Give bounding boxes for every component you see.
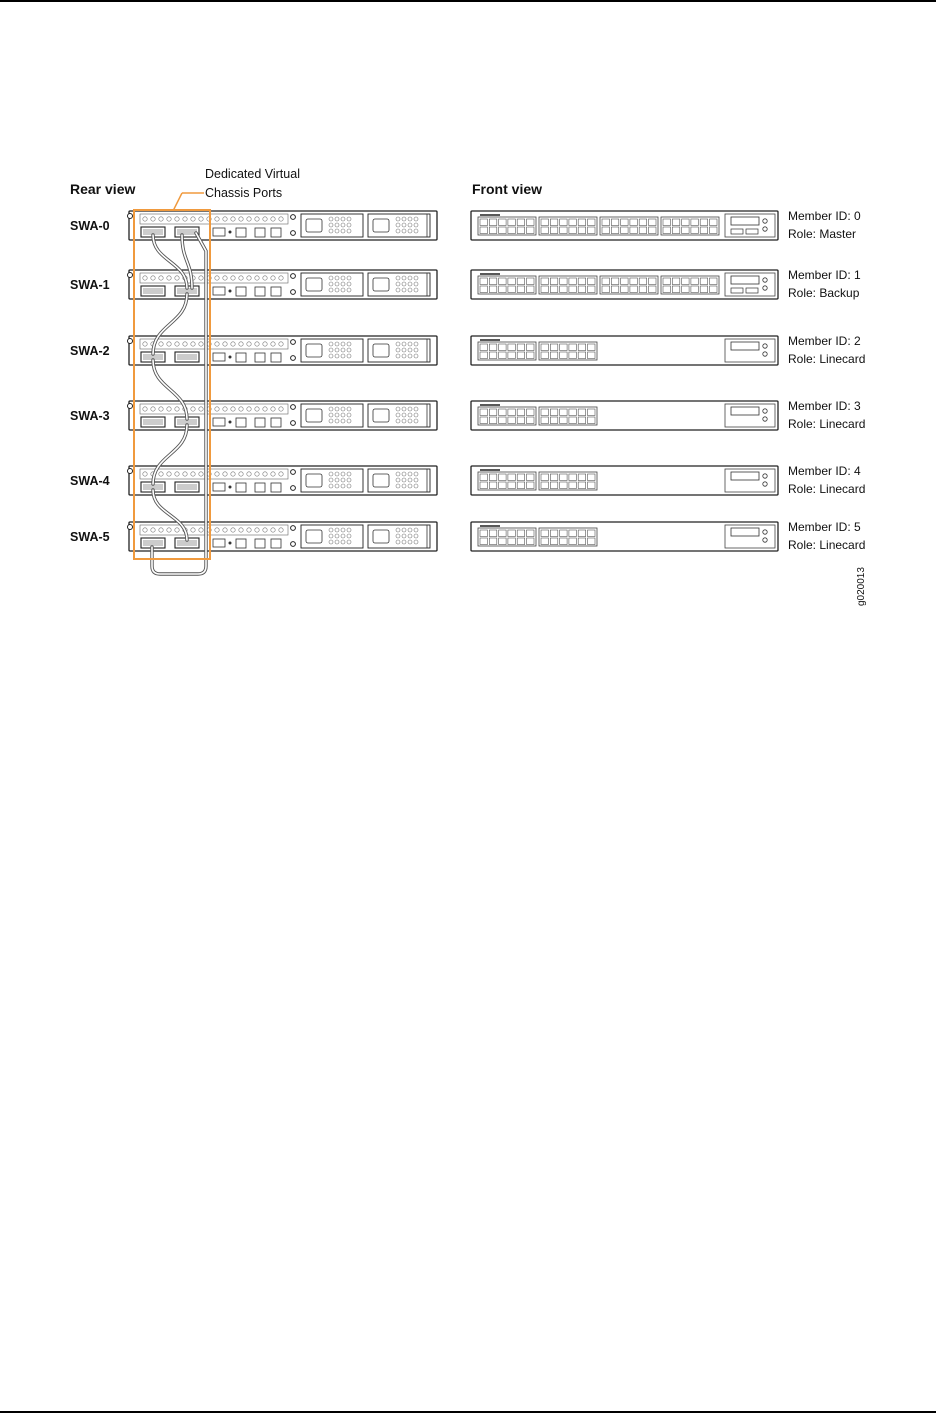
ethernet-port — [700, 286, 708, 293]
lcd-display — [731, 407, 759, 415]
ethernet-port — [649, 219, 657, 226]
ethernet-port — [588, 227, 596, 234]
ethernet-port — [499, 474, 507, 481]
ethernet-port — [541, 278, 549, 285]
ethernet-port — [499, 530, 507, 537]
ethernet-port — [588, 352, 596, 359]
ethernet-port — [527, 278, 535, 285]
ethernet-port — [527, 344, 535, 351]
ethernet-port — [499, 219, 507, 226]
mgmt-port — [271, 483, 281, 492]
ethernet-port — [560, 417, 568, 424]
power-inlet — [373, 474, 389, 487]
lcd-display — [731, 472, 759, 480]
ethernet-port — [480, 344, 488, 351]
ethernet-port — [588, 474, 596, 481]
ethernet-port — [541, 474, 549, 481]
ethernet-port — [541, 482, 549, 489]
virtual-chassis-figure — [0, 0, 936, 640]
ethernet-port — [560, 219, 568, 226]
mgmt-port — [255, 228, 265, 237]
ethernet-port — [649, 286, 657, 293]
power-inlet — [373, 409, 389, 422]
power-inlet — [306, 344, 322, 357]
ethernet-port — [499, 227, 507, 234]
ethernet-port — [480, 219, 488, 226]
figure-id: g020013 — [856, 567, 867, 606]
ethernet-port — [578, 344, 586, 351]
ethernet-port — [480, 482, 488, 489]
ethernet-port — [517, 538, 525, 545]
lcd-display — [731, 342, 759, 350]
ethernet-port — [489, 417, 497, 424]
usb-port — [213, 287, 225, 295]
power-inlet — [306, 409, 322, 422]
ethernet-port — [578, 227, 586, 234]
ethernet-port — [588, 219, 596, 226]
ethernet-port — [630, 278, 638, 285]
ethernet-port — [588, 417, 596, 424]
power-inlet — [373, 530, 389, 543]
ethernet-port — [602, 219, 610, 226]
switch-name-label: SWA-0 — [70, 219, 110, 233]
ethernet-port — [611, 286, 619, 293]
ethernet-port — [569, 417, 577, 424]
member-id-label: Member ID: 5 — [788, 520, 861, 534]
ethernet-port — [527, 227, 535, 234]
ethernet-port — [560, 409, 568, 416]
thumb-screw — [291, 405, 296, 410]
vc-port-slot — [143, 288, 163, 294]
ethernet-port — [691, 219, 699, 226]
ethernet-port — [489, 286, 497, 293]
ethernet-port — [541, 344, 549, 351]
power-inlet — [373, 344, 389, 357]
member-id-label: Member ID: 0 — [788, 209, 861, 223]
vc-port-slot — [177, 484, 197, 490]
power-inlet — [373, 278, 389, 291]
console-port — [236, 228, 246, 237]
led — [229, 542, 232, 545]
thumb-screw — [291, 290, 296, 295]
ethernet-port — [480, 538, 488, 545]
ethernet-port — [508, 474, 516, 481]
ethernet-port — [508, 482, 516, 489]
ethernet-port — [550, 352, 558, 359]
ethernet-port — [588, 530, 596, 537]
thumb-screw — [291, 486, 296, 491]
ethernet-port — [527, 352, 535, 359]
ethernet-port — [489, 409, 497, 416]
ethernet-port — [569, 219, 577, 226]
ethernet-port — [569, 227, 577, 234]
ethernet-port — [639, 278, 647, 285]
vc-port-slot — [143, 540, 163, 546]
console-port — [236, 418, 246, 427]
ethernet-port — [480, 530, 488, 537]
ethernet-port — [508, 409, 516, 416]
ethernet-port — [517, 278, 525, 285]
ethernet-port — [578, 474, 586, 481]
ethernet-port — [508, 219, 516, 226]
ethernet-port — [550, 409, 558, 416]
usb-port — [213, 539, 225, 547]
mgmt-port — [255, 418, 265, 427]
ethernet-port — [517, 344, 525, 351]
role-label: Role: Linecard — [788, 482, 866, 496]
ethernet-port — [578, 530, 586, 537]
member-id-label: Member ID: 1 — [788, 268, 861, 282]
ethernet-port — [508, 278, 516, 285]
ethernet-port — [710, 286, 718, 293]
uplink-slot — [731, 229, 743, 234]
ethernet-port — [672, 286, 680, 293]
ethernet-port — [569, 530, 577, 537]
ethernet-port — [517, 219, 525, 226]
power-inlet — [306, 278, 322, 291]
ethernet-port — [550, 474, 558, 481]
ethernet-port — [527, 538, 535, 545]
ethernet-port — [602, 278, 610, 285]
ethernet-port — [550, 530, 558, 537]
ethernet-port — [710, 278, 718, 285]
ethernet-port — [489, 538, 497, 545]
ethernet-port — [672, 227, 680, 234]
ethernet-port — [588, 286, 596, 293]
member-id-label: Member ID: 3 — [788, 399, 861, 413]
ethernet-port — [541, 219, 549, 226]
ethernet-port — [621, 286, 629, 293]
thumb-screw — [291, 340, 296, 345]
ethernet-port — [569, 352, 577, 359]
ethernet-port — [578, 219, 586, 226]
vc-port-slot — [177, 229, 197, 235]
ethernet-port — [517, 417, 525, 424]
thumb-screw — [291, 470, 296, 475]
console-port — [236, 287, 246, 296]
led — [229, 231, 232, 234]
ethernet-port — [578, 352, 586, 359]
switch-name-label: SWA-4 — [70, 474, 110, 488]
ethernet-port — [569, 474, 577, 481]
console-port — [236, 483, 246, 492]
ethernet-port — [682, 219, 690, 226]
ethernet-port — [499, 286, 507, 293]
rear-view-label: Rear view — [70, 181, 136, 197]
ethernet-port — [508, 417, 516, 424]
mgmt-port — [271, 353, 281, 362]
thumb-screw — [291, 231, 296, 236]
ethernet-port — [588, 538, 596, 545]
ethernet-port — [550, 344, 558, 351]
ethernet-port — [682, 286, 690, 293]
ethernet-port — [508, 344, 516, 351]
mgmt-port — [271, 287, 281, 296]
ethernet-port — [560, 227, 568, 234]
ethernet-port — [499, 538, 507, 545]
thumb-screw — [291, 542, 296, 547]
ethernet-port — [527, 474, 535, 481]
ethernet-port — [550, 286, 558, 293]
ethernet-port — [588, 482, 596, 489]
ethernet-port — [700, 278, 708, 285]
ethernet-port — [588, 344, 596, 351]
ethernet-port — [672, 219, 680, 226]
member-id-label: Member ID: 2 — [788, 334, 861, 348]
ethernet-port — [480, 227, 488, 234]
ethernet-port — [489, 352, 497, 359]
ethernet-port — [527, 219, 535, 226]
ethernet-port — [541, 530, 549, 537]
ethernet-port — [560, 352, 568, 359]
ethernet-port — [489, 227, 497, 234]
ethernet-port — [639, 286, 647, 293]
ethernet-port — [560, 474, 568, 481]
ethernet-port — [578, 286, 586, 293]
ethernet-port — [649, 227, 657, 234]
ethernet-port — [541, 352, 549, 359]
ethernet-port — [710, 219, 718, 226]
ethernet-port — [499, 352, 507, 359]
power-inlet — [373, 219, 389, 232]
ethernet-port — [588, 409, 596, 416]
power-inlet — [306, 530, 322, 543]
ethernet-port — [489, 278, 497, 285]
ethernet-port — [550, 482, 558, 489]
ethernet-port — [588, 278, 596, 285]
thumb-screw — [291, 215, 296, 220]
led — [229, 290, 232, 293]
ethernet-port — [517, 352, 525, 359]
ethernet-port — [489, 482, 497, 489]
ethernet-port — [560, 344, 568, 351]
ethernet-port — [663, 286, 671, 293]
ethernet-port — [517, 474, 525, 481]
vc-port-slot — [143, 419, 163, 425]
ethernet-port — [578, 417, 586, 424]
ethernet-port — [663, 219, 671, 226]
ethernet-port — [499, 482, 507, 489]
ethernet-port — [611, 227, 619, 234]
ethernet-port — [508, 227, 516, 234]
lcd-display — [731, 528, 759, 536]
mgmt-port — [271, 228, 281, 237]
role-label: Role: Linecard — [788, 352, 866, 366]
ethernet-port — [578, 482, 586, 489]
ethernet-port — [578, 409, 586, 416]
mgmt-port — [271, 418, 281, 427]
usb-port — [213, 353, 225, 361]
ethernet-port — [560, 286, 568, 293]
ethernet-port — [517, 227, 525, 234]
ethernet-port — [527, 530, 535, 537]
ethernet-port — [611, 278, 619, 285]
ethernet-port — [517, 286, 525, 293]
ethernet-port — [517, 530, 525, 537]
thumb-screw — [291, 526, 296, 531]
ethernet-port — [517, 482, 525, 489]
rear-view — [70, 211, 437, 551]
mount-screw — [128, 525, 133, 530]
thumb-screw — [291, 421, 296, 426]
ethernet-port — [527, 417, 535, 424]
ethernet-port — [499, 409, 507, 416]
ethernet-port — [527, 286, 535, 293]
ethernet-port — [569, 482, 577, 489]
ethernet-port — [621, 219, 629, 226]
member-id-label: Member ID: 4 — [788, 464, 861, 478]
power-inlet — [306, 219, 322, 232]
role-label: Role: Linecard — [788, 538, 866, 552]
ethernet-port — [700, 227, 708, 234]
mgmt-port — [255, 539, 265, 548]
ethernet-port — [541, 409, 549, 416]
role-label: Role: Linecard — [788, 417, 866, 431]
ethernet-port — [480, 417, 488, 424]
mgmt-port — [255, 353, 265, 362]
led — [229, 421, 232, 424]
ethernet-port — [621, 227, 629, 234]
ethernet-port — [560, 278, 568, 285]
usb-port — [213, 418, 225, 426]
ethernet-port — [560, 530, 568, 537]
ethernet-port — [527, 409, 535, 416]
ethernet-port — [508, 538, 516, 545]
ethernet-port — [569, 286, 577, 293]
ethernet-port — [639, 219, 647, 226]
ethernet-port — [691, 286, 699, 293]
ethernet-port — [550, 219, 558, 226]
lcd-display — [731, 217, 759, 225]
ethernet-port — [541, 227, 549, 234]
power-inlet — [306, 474, 322, 487]
switch-name-label: SWA-1 — [70, 278, 110, 292]
led — [229, 486, 232, 489]
switch-name-label: SWA-3 — [70, 409, 110, 423]
role-label: Role: Backup — [788, 286, 860, 300]
ethernet-port — [499, 344, 507, 351]
mount-screw — [128, 273, 133, 278]
callout-label-line2: Chassis Ports — [205, 186, 283, 200]
ethernet-port — [550, 278, 558, 285]
ethernet-port — [569, 409, 577, 416]
console-port — [236, 353, 246, 362]
mount-screw — [128, 404, 133, 409]
lcd-display — [731, 276, 759, 284]
ethernet-port — [569, 538, 577, 545]
ethernet-port — [621, 278, 629, 285]
front-view — [471, 209, 865, 552]
led — [229, 356, 232, 359]
ethernet-port — [517, 409, 525, 416]
uplink-slot — [746, 288, 758, 293]
ethernet-port — [602, 286, 610, 293]
ethernet-port — [663, 227, 671, 234]
ethernet-port — [508, 352, 516, 359]
ethernet-port — [489, 474, 497, 481]
mgmt-port — [255, 483, 265, 492]
uplink-slot — [731, 288, 743, 293]
ethernet-port — [691, 227, 699, 234]
ethernet-port — [541, 286, 549, 293]
ethernet-port — [602, 227, 610, 234]
role-label: Role: Master — [788, 227, 857, 241]
ethernet-port — [508, 286, 516, 293]
ethernet-port — [578, 538, 586, 545]
front-view-label: Front view — [472, 181, 543, 197]
mount-screw — [128, 214, 133, 219]
ethernet-port — [569, 344, 577, 351]
ethernet-port — [672, 278, 680, 285]
ethernet-port — [649, 278, 657, 285]
usb-port — [213, 483, 225, 491]
ethernet-port — [691, 278, 699, 285]
ethernet-port — [527, 482, 535, 489]
switch-name-label: SWA-2 — [70, 344, 110, 358]
console-port — [236, 539, 246, 548]
thumb-screw — [291, 274, 296, 279]
ethernet-port — [541, 417, 549, 424]
ethernet-port — [560, 538, 568, 545]
ethernet-port — [578, 278, 586, 285]
ethernet-port — [630, 227, 638, 234]
ethernet-port — [508, 530, 516, 537]
ethernet-port — [700, 219, 708, 226]
ethernet-port — [550, 538, 558, 545]
ethernet-port — [682, 278, 690, 285]
ethernet-port — [480, 409, 488, 416]
ethernet-port — [489, 219, 497, 226]
thumb-screw — [291, 356, 296, 361]
uplink-slot — [746, 229, 758, 234]
ethernet-port — [489, 530, 497, 537]
ethernet-port — [550, 227, 558, 234]
ethernet-port — [710, 227, 718, 234]
mgmt-port — [271, 539, 281, 548]
ethernet-port — [663, 278, 671, 285]
mount-screw — [128, 469, 133, 474]
ethernet-port — [611, 219, 619, 226]
ethernet-port — [550, 417, 558, 424]
mount-screw — [128, 339, 133, 344]
ethernet-port — [499, 417, 507, 424]
switch-name-label: SWA-5 — [70, 530, 110, 544]
ethernet-port — [480, 474, 488, 481]
ethernet-port — [560, 482, 568, 489]
ethernet-port — [682, 227, 690, 234]
mgmt-port — [255, 287, 265, 296]
ethernet-port — [499, 278, 507, 285]
ethernet-port — [489, 344, 497, 351]
ethernet-port — [630, 286, 638, 293]
ethernet-port — [480, 352, 488, 359]
callout-label-line1: Dedicated Virtual — [205, 167, 300, 181]
vc-port-slot — [177, 354, 197, 360]
ethernet-port — [541, 538, 549, 545]
usb-port — [213, 228, 225, 236]
ethernet-port — [639, 227, 647, 234]
ethernet-port — [630, 219, 638, 226]
ethernet-port — [480, 278, 488, 285]
ethernet-port — [569, 278, 577, 285]
ethernet-port — [480, 286, 488, 293]
